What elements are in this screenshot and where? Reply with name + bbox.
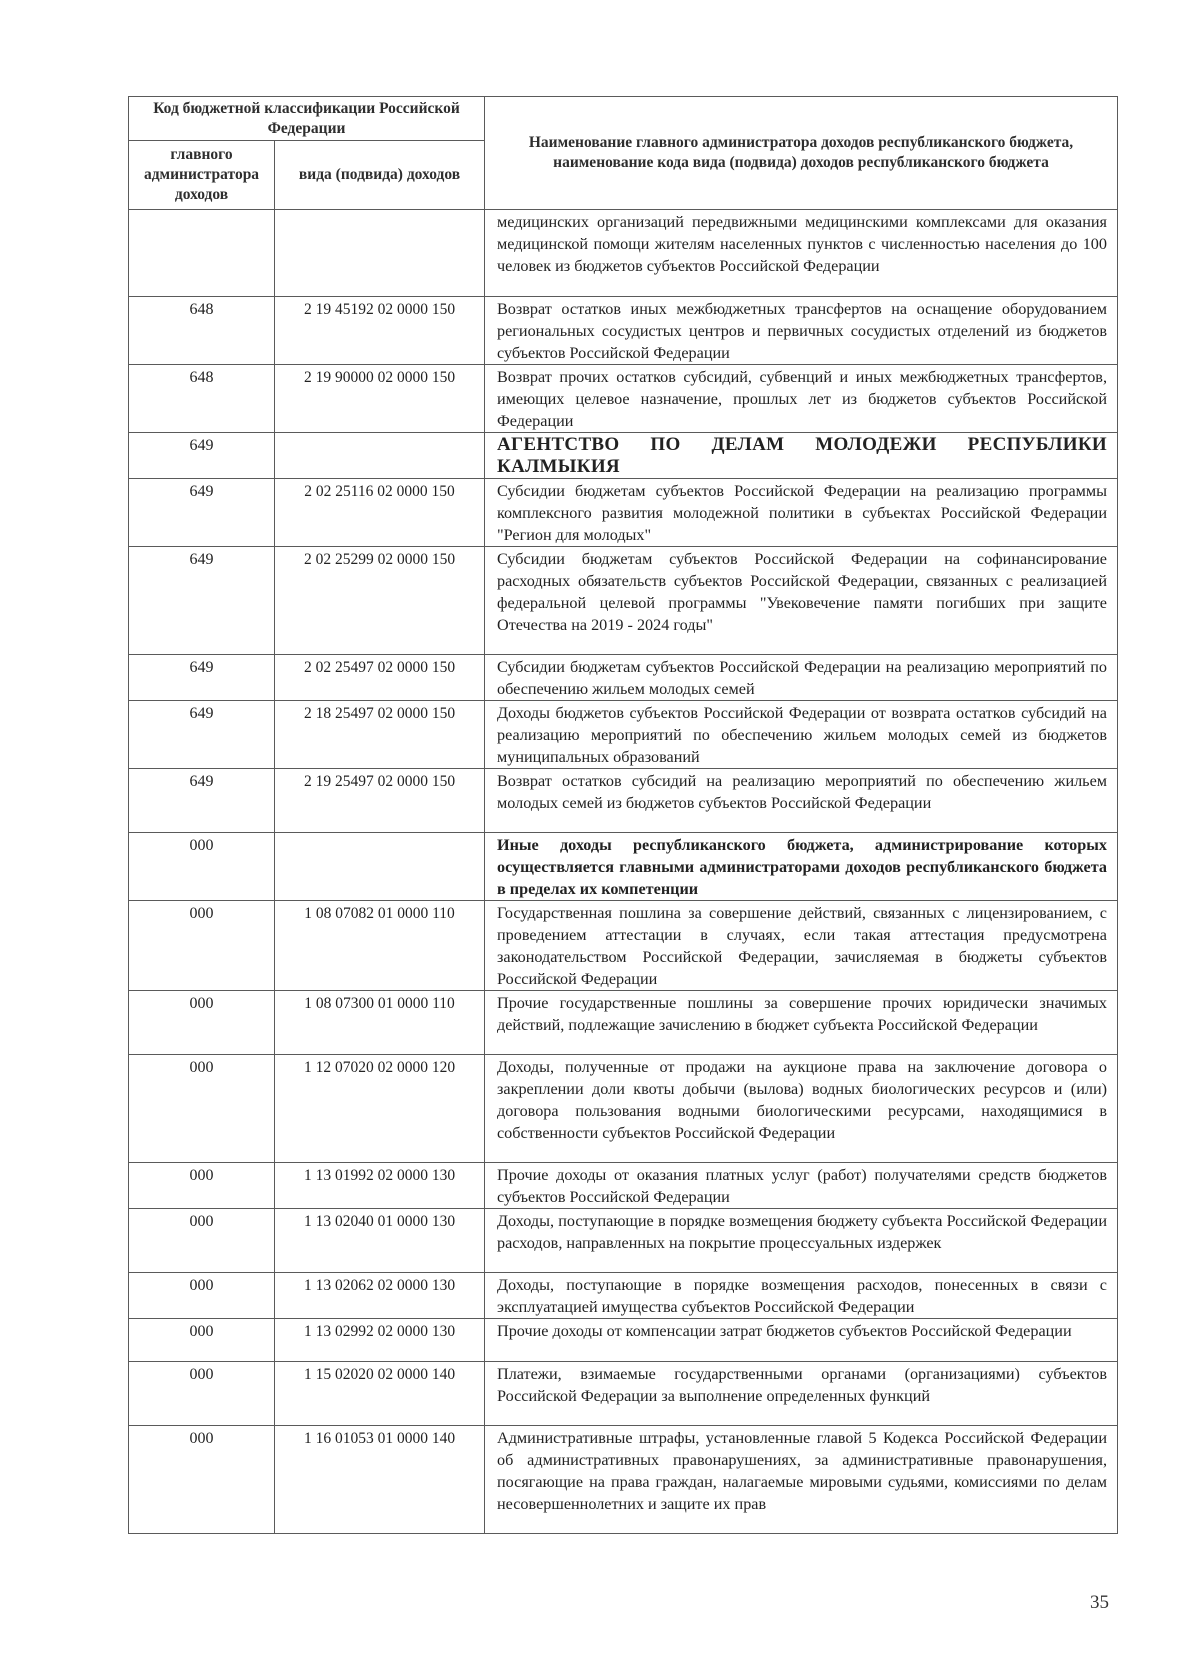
header-admin: главного администратора доходов xyxy=(129,141,275,210)
admin-code-cell: 649 xyxy=(129,433,275,479)
table-row xyxy=(129,1163,1118,1209)
admin-code-cell: 648 xyxy=(129,297,275,365)
table-row xyxy=(129,701,1118,769)
table-row xyxy=(129,210,1118,297)
table-row xyxy=(129,547,1118,655)
admin-code-cell: 000 xyxy=(129,833,275,901)
income-name-cell: Иные доходы республиканского бюджета, администрирование которых осуществляется главными администраторами доходов республиканского бюджета в пределах их компетенции xyxy=(485,833,1118,901)
income-code-cell: 1 13 02040 01 0000 130 xyxy=(275,1209,485,1273)
admin-code-cell: 000 xyxy=(129,901,275,991)
income-code-cell: 2 02 25116 02 0000 150 xyxy=(275,479,485,547)
income-name-cell: Субсидии бюджетам субъектов Российской Федерации на софинансирование расходных обязательств субъектов Российской Федерации, связанных с реализацией федеральной целевой программы "Увековечение памяти погибших при защите Отечества на 2019 - 2024 годы" xyxy=(485,547,1118,655)
income-code-cell: 2 19 45192 02 0000 150 xyxy=(275,297,485,365)
income-name-cell: Платежи, взимаемые государственными органами (организациями) субъектов Российской Федерации за выполнение определенных функций xyxy=(485,1362,1118,1426)
table-row xyxy=(129,479,1118,547)
table-row xyxy=(129,1209,1118,1273)
income-code-cell xyxy=(275,833,485,901)
income-name-cell: Административные штрафы, установленные главой 5 Кодекса Российской Федерации об административных правонарушениях, за административные правонарушения, посягающие на права граждан, налагаемые мировыми судьями, комиссиями по делам несовершеннолетних и защите их прав xyxy=(485,1426,1118,1534)
income-name-cell: Возврат остатков иных межбюджетных трансфертов на оснащение оборудованием региональных сосудистых центров и первичных сосудистых отделений из бюджетов субъектов Российской Федерации xyxy=(485,297,1118,365)
table-row xyxy=(129,833,1118,901)
admin-code-cell: 000 xyxy=(129,1055,275,1163)
income-code-cell: 2 19 25497 02 0000 150 xyxy=(275,769,485,833)
income-name-cell: Государственная пошлина за совершение действий, связанных с лицензированием, с проведением аттестации в случаях, если такая аттестация предусмотрена законодательством Российской Федерации, зачисляемая в бюджеты субъектов Российской Федерации xyxy=(485,901,1118,991)
income-name-cell: Доходы бюджетов субъектов Российской Федерации от возврата остатков субсидий на реализацию мероприятий по обеспечению жильем молодых семей из бюджетов муниципальных образований xyxy=(485,701,1118,769)
income-code-cell: 2 02 25299 02 0000 150 xyxy=(275,547,485,655)
income-code-cell: 1 13 02992 02 0000 130 xyxy=(275,1319,485,1362)
table-row xyxy=(129,769,1118,833)
admin-code-cell: 000 xyxy=(129,991,275,1055)
admin-code-cell: 000 xyxy=(129,1362,275,1426)
table-row xyxy=(129,901,1118,991)
table-row xyxy=(129,1273,1118,1319)
table-row xyxy=(129,433,1118,479)
table-row xyxy=(129,1426,1118,1534)
table-row xyxy=(129,365,1118,433)
admin-code-cell: 649 xyxy=(129,655,275,701)
income-name-cell: Прочие государственные пошлины за совершение прочих юридически значимых действий, подлежащие зачислению в бюджет субъекта Российской Федерации xyxy=(485,991,1118,1055)
income-code-cell: 2 18 25497 02 0000 150 xyxy=(275,701,485,769)
income-name-cell: АГЕНТСТВО ПО ДЕЛАМ МОЛОДЕЖИ РЕСПУБЛИКИ КАЛМЫКИЯ xyxy=(485,433,1118,479)
income-code-cell: 2 19 90000 02 0000 150 xyxy=(275,365,485,433)
income-code-cell: 1 08 07300 01 0000 110 xyxy=(275,991,485,1055)
income-code-cell: 1 13 01992 02 0000 130 xyxy=(275,1163,485,1209)
income-name-cell: Доходы, поступающие в порядке возмещения бюджету субъекта Российской Федерации расходов, направленных на покрытие процессуальных издержек xyxy=(485,1209,1118,1273)
admin-code-cell: 000 xyxy=(129,1426,275,1534)
income-code-cell: 1 15 02020 02 0000 140 xyxy=(275,1362,485,1426)
income-name-cell: Доходы, поступающие в порядке возмещения расходов, понесенных в связи с эксплуатацией имущества субъектов Российской Федерации xyxy=(485,1273,1118,1319)
budget-classification-table xyxy=(128,96,1118,1534)
table-row xyxy=(129,655,1118,701)
header-classification-code: Код бюджетной классификации Российской Федерации xyxy=(129,97,485,141)
admin-code-cell: 649 xyxy=(129,701,275,769)
admin-code-cell: 000 xyxy=(129,1273,275,1319)
income-name-cell: Прочие доходы от компенсации затрат бюджетов субъектов Российской Федерации xyxy=(485,1319,1118,1362)
page-number: 35 xyxy=(1090,1592,1109,1613)
income-name-cell: Прочие доходы от оказания платных услуг (работ) получателями средств бюджетов субъектов Российской Федерации xyxy=(485,1163,1118,1209)
admin-code-cell: 000 xyxy=(129,1209,275,1273)
income-code-cell: 2 02 25497 02 0000 150 xyxy=(275,655,485,701)
income-code-cell: 1 08 07082 01 0000 110 xyxy=(275,901,485,991)
income-name-cell: Субсидии бюджетам субъектов Российской Федерации на реализацию программы комплексного развития молодежной политики в субъектах Российской Федерации "Регион для молодых" xyxy=(485,479,1118,547)
table-row xyxy=(129,991,1118,1055)
admin-code-cell xyxy=(129,210,275,297)
admin-code-cell: 000 xyxy=(129,1163,275,1209)
header-name: Наименование главного администратора доходов республиканского бюджета, наименование кода вида (подвида) доходов республиканского бюджета xyxy=(485,97,1118,210)
admin-code-cell: 649 xyxy=(129,547,275,655)
table-body xyxy=(129,210,1118,1534)
table-row xyxy=(129,297,1118,365)
table-row xyxy=(129,1362,1118,1426)
admin-code-cell: 649 xyxy=(129,479,275,547)
income-name-cell: медицинских организаций передвижными медицинскими комплексами для оказания медицинской помощи жителям населенных пунктов с численностью населения до 100 человек из бюджетов субъектов Российской Федерации xyxy=(485,210,1118,297)
income-code-cell: 1 12 07020 02 0000 120 xyxy=(275,1055,485,1163)
income-name-cell: Доходы, полученные от продажи на аукционе права на заключение договора о закреплении доли квоты добычи (вылова) водных биологических ресурсов и (или) договора пользования водными биологическими ресурсами, находящимися в собственности субъектов Российской Федерации xyxy=(485,1055,1118,1163)
income-code-cell xyxy=(275,210,485,297)
header-code: вида (подвида) доходов xyxy=(275,141,485,210)
income-name-cell: Возврат прочих остатков субсидий, субвенций и иных межбюджетных трансфертов, имеющих целевое назначение, прошлых лет из бюджетов субъектов Российской Федерации xyxy=(485,365,1118,433)
income-name-cell: Субсидии бюджетам субъектов Российской Федерации на реализацию мероприятий по обеспечению жильем молодых семей xyxy=(485,655,1118,701)
admin-code-cell: 000 xyxy=(129,1319,275,1362)
table-row xyxy=(129,1319,1118,1362)
admin-code-cell: 649 xyxy=(129,769,275,833)
income-code-cell: 1 16 01053 01 0000 140 xyxy=(275,1426,485,1534)
income-code-cell xyxy=(275,433,485,479)
table-row xyxy=(129,1055,1118,1163)
admin-code-cell: 648 xyxy=(129,365,275,433)
income-code-cell: 1 13 02062 02 0000 130 xyxy=(275,1273,485,1319)
income-name-cell: Возврат остатков субсидий на реализацию мероприятий по обеспечению жильем молодых семей из бюджетов субъектов Российской Федерации xyxy=(485,769,1118,833)
